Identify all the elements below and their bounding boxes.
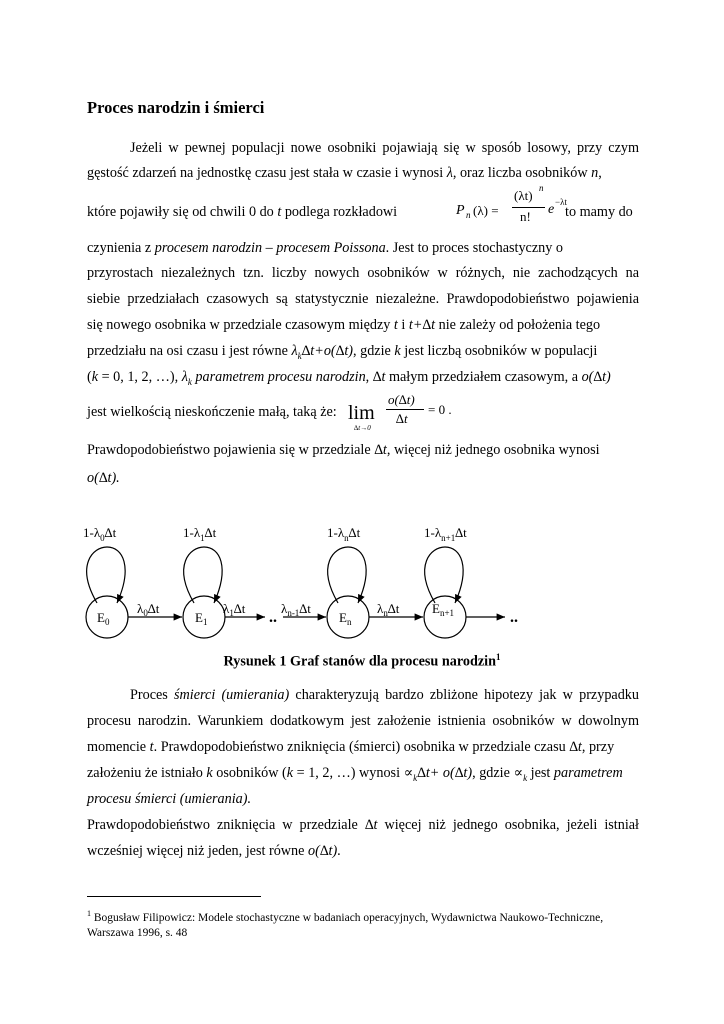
symbol: o(∆t) bbox=[308, 843, 338, 859]
lim-operator: lim bbox=[348, 402, 375, 424]
loop-label-1: $1-\lambda_1\Delta t$ bbox=[183, 525, 217, 543]
loop-label-n1: $1-\lambda_{n+1}\Delta t$ bbox=[424, 525, 467, 543]
paragraph-line bbox=[87, 469, 639, 487]
symbol: k bbox=[394, 343, 401, 359]
text: jest bbox=[527, 765, 554, 781]
emphasis: procesem narodzin – procesem Poissona bbox=[154, 240, 386, 256]
paragraph-line bbox=[87, 764, 639, 787]
emphasis: parametrem bbox=[553, 765, 623, 781]
formula-exponent: −λt bbox=[555, 197, 567, 207]
self-loop-n1 bbox=[425, 547, 463, 603]
paragraph-line bbox=[87, 264, 639, 282]
symbol: k bbox=[206, 765, 213, 781]
text: podlega rozkładowi bbox=[281, 204, 398, 220]
text: , przy bbox=[581, 739, 615, 755]
symbol: k bbox=[286, 765, 294, 781]
section-heading: Proces narodzin i śmierci bbox=[87, 98, 265, 117]
symbol: ∝ bbox=[513, 765, 524, 781]
subscript: k bbox=[413, 772, 418, 783]
text: . bbox=[337, 843, 341, 859]
limit-formula bbox=[348, 392, 458, 432]
text: Prawdopodobieństwo zniknięcia w przedziale bbox=[87, 817, 365, 833]
paragraph-line bbox=[87, 842, 639, 860]
self-loop-1 bbox=[184, 547, 222, 603]
formula-numerator: (λt) bbox=[514, 188, 533, 203]
symbol: ∆t bbox=[569, 739, 582, 755]
paragraph-line bbox=[87, 712, 639, 730]
subscript: k bbox=[297, 350, 302, 361]
symbol: n bbox=[591, 165, 599, 181]
loop-label-n: $1-\lambda_n\Delta t$ bbox=[327, 525, 361, 543]
text: założeniu że istniało bbox=[87, 765, 207, 781]
lim-numerator: o(∆t) bbox=[388, 392, 415, 407]
text: gęstość zdarzeń na jednostkę czasu jest stała w czasie i wynosi bbox=[87, 165, 447, 181]
text: , oraz liczba osobników bbox=[452, 165, 592, 181]
edge-label-1: $\lambda_1\Delta t$ bbox=[223, 601, 246, 618]
symbol: ∆t bbox=[374, 442, 387, 458]
text: Prawdopodobieństwo pojawienia się w przedziale bbox=[87, 442, 375, 458]
subscript: k bbox=[523, 772, 528, 783]
text: , gdzie bbox=[472, 765, 514, 781]
text: czynienia z bbox=[87, 240, 155, 256]
formula-denominator: n! bbox=[520, 209, 531, 224]
state-label-1: $E_1$ bbox=[195, 610, 208, 627]
text: siebie przedziałach czasowych są statystycznie niezależne. Prawdopodobieństwo pojawienia bbox=[87, 291, 639, 307]
emphasis: procesu śmierci (umierania). bbox=[87, 791, 252, 807]
text: ( bbox=[87, 369, 92, 385]
symbol: t bbox=[393, 317, 398, 333]
edge-label-0: $\lambda_0\Delta t$ bbox=[137, 601, 160, 618]
footnote-ref[interactable]: 1 bbox=[496, 652, 501, 662]
text: Jeżeli w pewnej populacji nowe osobniki pojawiają się w sposób losowy, przy czym bbox=[130, 140, 639, 156]
edge-label-n-1: $\lambda_{n-1}\Delta t$ bbox=[281, 601, 311, 618]
paragraph-line bbox=[87, 403, 337, 421]
self-loop-n bbox=[328, 547, 366, 603]
subscript: k bbox=[187, 376, 192, 387]
text: które pojawiły się od chwili 0 do bbox=[87, 204, 278, 220]
state-graph bbox=[75, 515, 635, 645]
poisson-formula bbox=[456, 183, 566, 227]
paragraph-line bbox=[87, 316, 639, 334]
text: momencie bbox=[87, 739, 150, 755]
paragraph-line bbox=[87, 342, 639, 365]
paragraph-line bbox=[87, 368, 639, 391]
text: charakteryzują bardzo zbliżone hipotezy jak w przypadku bbox=[289, 687, 639, 703]
text: = 1, 2, …) wynosi bbox=[293, 765, 404, 781]
symbol: ∆t+o(∆t) bbox=[301, 343, 353, 359]
text: , bbox=[598, 165, 602, 181]
text: procesu narodzin. Warunkiem dodatkowym jest założenie istnienia osobników w dowolnym bbox=[87, 713, 639, 729]
paragraph-line bbox=[87, 239, 639, 257]
symbol: t bbox=[277, 204, 282, 220]
symbol: ∆t bbox=[364, 817, 378, 833]
formula-superscript: n bbox=[539, 183, 544, 193]
loop-label-0: $1-\lambda_0\Delta t$ bbox=[83, 525, 117, 543]
ellipsis-right: .. bbox=[510, 609, 518, 626]
symbol: ∆t+ o(∆t) bbox=[417, 765, 473, 781]
text: . Prawdopodobieństwo zniknięcia (śmierci) osobnika w przedziale czasu bbox=[153, 739, 570, 755]
formula-arg: (λ) = bbox=[473, 203, 499, 218]
text: nie zależy od położenia tego bbox=[435, 317, 601, 333]
text: się nowego osobnika w przedziale czasowym między bbox=[87, 317, 394, 333]
lim-rhs: = 0 . bbox=[428, 402, 452, 417]
text: , więcej niż jednego osobnika wynosi bbox=[386, 442, 600, 458]
text: przedziału na osi czasu i jest równe bbox=[87, 343, 292, 359]
paragraph-line bbox=[565, 203, 633, 221]
text: przyrostach niezależnych tzn. liczby nowych osobników w różnych, nie zachodzących na bbox=[87, 265, 639, 281]
text: i bbox=[397, 317, 409, 333]
edge-label-n: $\lambda_n\Delta t$ bbox=[377, 601, 400, 618]
emphasis: śmierci (umierania) bbox=[174, 687, 290, 703]
state-label-0: $E_0$ bbox=[97, 610, 110, 627]
paragraph-line bbox=[87, 164, 639, 182]
text: to mamy do bbox=[565, 204, 633, 220]
footnote bbox=[87, 906, 639, 941]
symbol: ∝ bbox=[403, 765, 414, 781]
text: = 0, 1, 2, …), bbox=[98, 369, 182, 385]
footnote-text: Bogusław Filipowicz: Modele stochastyczne w badaniach operacyjnych, Wydawnictwa Naukowo-Techniczne, Warszawa 1996, s. 48 bbox=[87, 911, 604, 939]
text: jest liczbą osobników w populacji bbox=[400, 343, 598, 359]
text: , gdzie bbox=[353, 343, 395, 359]
lim-subscript: ∆t→0 bbox=[354, 424, 371, 432]
state-label-n: $E_n$ bbox=[339, 610, 352, 627]
symbol: o(∆t). bbox=[87, 470, 120, 486]
symbol: t+∆t bbox=[408, 317, 436, 333]
state-label-n1: $E_{n+1}$ bbox=[432, 601, 455, 618]
text: . Jest to proces stochastyczny o bbox=[385, 240, 563, 256]
lambda-symbol: λ bbox=[446, 165, 453, 181]
paragraph-line bbox=[87, 441, 639, 459]
text: osobników ( bbox=[212, 765, 287, 781]
symbol: k bbox=[91, 369, 99, 385]
text: więcej niż jednego osobnika, jeżeli istniał bbox=[377, 817, 639, 833]
formula-e: e bbox=[548, 202, 555, 217]
lim-denominator: ∆t bbox=[396, 411, 408, 426]
paragraph-line bbox=[130, 686, 639, 704]
symbol: o(∆t) bbox=[581, 369, 611, 385]
text: Proces bbox=[130, 687, 175, 703]
paragraph-line bbox=[87, 290, 639, 308]
paragraph-line bbox=[130, 139, 639, 157]
symbol: ∆t bbox=[372, 369, 386, 385]
text: jest wielkością nieskończenie małą, taką że: bbox=[87, 404, 337, 420]
symbol: t bbox=[149, 739, 154, 755]
lambda-symbol: λ bbox=[291, 343, 298, 359]
paragraph-line bbox=[87, 790, 639, 808]
text: wcześniej więcej niż jeden, jest równe bbox=[87, 843, 308, 859]
paragraph-line bbox=[87, 816, 639, 834]
caption-text: Rysunek 1 Graf stanów dla procesu narodzin bbox=[223, 653, 497, 670]
paragraph-line bbox=[87, 203, 397, 221]
emphasis: parametrem procesu narodzin bbox=[191, 369, 366, 385]
formula-P: P bbox=[456, 203, 465, 218]
self-loop-0 bbox=[87, 547, 125, 603]
footnote-divider bbox=[87, 896, 261, 897]
ellipsis-left: .. bbox=[269, 609, 277, 626]
text: , bbox=[365, 369, 373, 385]
fraction-bar bbox=[512, 207, 545, 208]
figure-caption bbox=[0, 652, 724, 671]
fraction-bar bbox=[386, 409, 424, 410]
lambda-symbol: λ bbox=[181, 369, 188, 385]
formula-subscript: n bbox=[466, 210, 471, 220]
text: małym przedziałem czasowym, a bbox=[385, 369, 582, 385]
paragraph-line bbox=[87, 738, 639, 756]
footnote-number: 1 bbox=[87, 909, 91, 918]
